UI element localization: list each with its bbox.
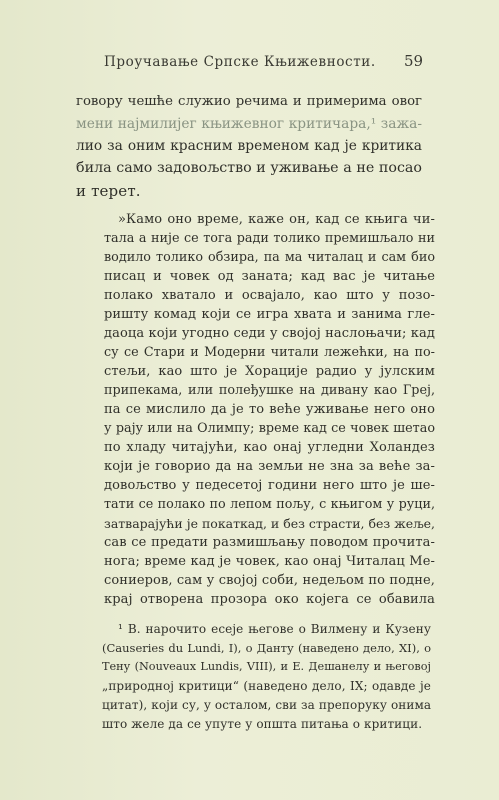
- quote-line: стељи, као што је Хорације радио у јулским: [104, 364, 435, 379]
- quote-line: тати се полако по лепом пољу, с књигом у руци,: [104, 497, 435, 512]
- quote-line: водило толико обзира, па ма читалац и сам био: [104, 250, 435, 265]
- footnote-line: Тену (Nouveaux Lundis, VIII), и Е. Дешанелу и његовој: [102, 660, 431, 673]
- text-line: мени најмилијег књижевног критичара,¹ зажа-: [76, 116, 422, 132]
- running-title: Проучавање Српске Књижевности.: [104, 54, 376, 70]
- text-line: говору чешће служио речима и примерима овог: [76, 94, 422, 109]
- text-line: лио за оним красним временом кад је критика: [76, 138, 422, 154]
- quote-line: затварајући је покаткад, и без страсти, без жеље,: [104, 516, 436, 531]
- footnote-line: цитат), који су, у осталом, сви за препоруку онима: [102, 698, 432, 712]
- quote-line: крај отворена прозора око којега се обавила: [104, 592, 435, 607]
- quote-line: полако хватало и освајало, као што у позо-: [104, 288, 435, 303]
- quote-line: па се мислило да је то веће уживање него оно: [104, 402, 435, 417]
- quote-line: »Камо оно време, каже он, кад се књига чи-: [118, 212, 435, 227]
- quote-line: који је говорио да на земљи не зна за веће за-: [104, 459, 435, 474]
- quote-line: ришту комад који се игра хвата и занима гле-: [104, 307, 435, 322]
- footnote-line: (Causeries du Lundi, I), о Данту (наведено дело, XI), о: [102, 641, 431, 655]
- quote-line: сониеров, сам у својој соби, недељом по подне,: [104, 573, 435, 588]
- quote-line: тала а није се тога ради толико премишљало ни: [104, 231, 435, 246]
- page-number: 59: [404, 52, 424, 70]
- running-head: [0, 52, 499, 74]
- quote-line: даоца који угодно седи у својој наслоњачи; кад: [104, 326, 435, 341]
- quote-line: су се Стари и Модерни читали лежећки, на по-: [104, 345, 435, 360]
- quote-line: нога; време кад је човек, као онај Читалац Ме-: [104, 554, 435, 569]
- quote-line: довољство у педесетој години него што је ше-: [104, 478, 435, 493]
- quote-line: припекама, или полеђушке на дивану као Греј,: [104, 383, 435, 398]
- footnote-line: ¹ В. нарочито есеје његове о Вилмену и Кузену: [118, 622, 431, 636]
- quote-line: у рају или на Олимпу; време кад се човек шетао: [104, 421, 435, 436]
- quote-line: писац и човек од заната; кад вас је читање: [104, 269, 435, 284]
- quote-line: по хладу читајући, као онај угледни Холандез: [104, 440, 435, 455]
- text-line: и терет.: [76, 182, 141, 200]
- footnote-line: „природној критици“ (наведено дело, IX; одавде је: [102, 679, 431, 693]
- quote-line: сав се предати размишљању поводом прочита-: [104, 535, 435, 550]
- footnote-line: што желе да се упуте у општа питања о критици.: [102, 717, 423, 731]
- text-line: била само задовољство и уживање а не посао: [76, 160, 422, 176]
